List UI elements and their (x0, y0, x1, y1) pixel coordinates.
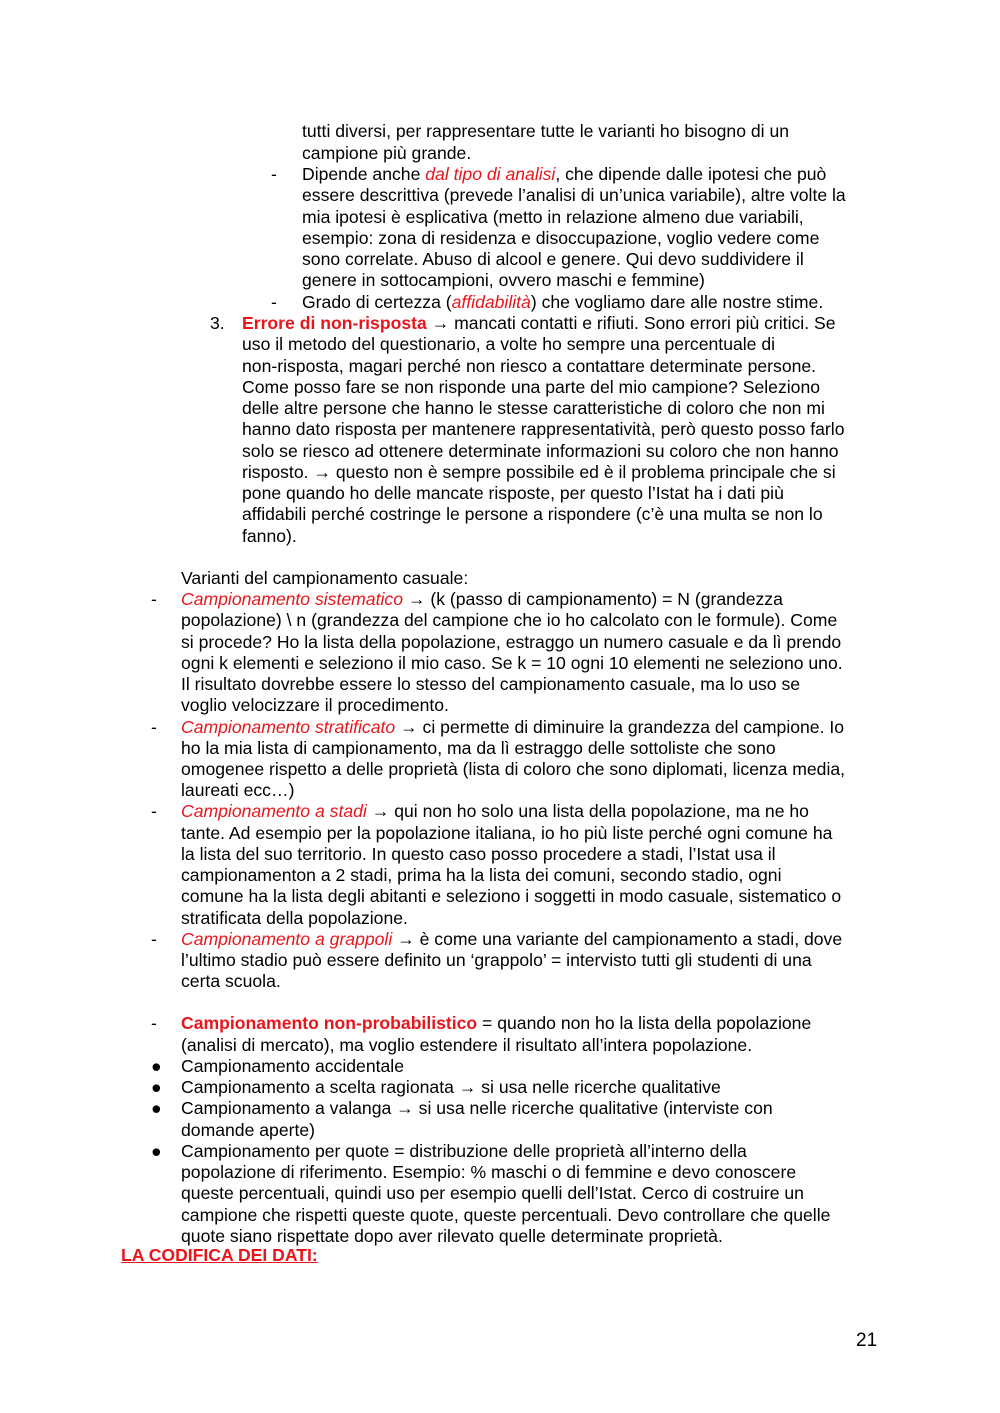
text-line (181, 717, 844, 738)
dot-bullet: ● (151, 1141, 162, 1161)
text-line: genere in sottocampioni, ovvero maschi e femmine) (302, 270, 705, 290)
dash-bullet: - (271, 164, 277, 184)
text-line (181, 929, 842, 950)
text-line: non-risposta, magari perché non riesco a contattare determinate persone. (242, 356, 817, 376)
text-line: Campionamento a scelta ragionata → si usa nelle ricerche qualitative (181, 1077, 721, 1097)
dot-bullet: ● (151, 1056, 162, 1076)
text-span: ) che vogliamo dare alle nostre stime. (530, 292, 824, 312)
highlight-term: Campionamento sistematico (181, 589, 403, 609)
text-line: essere descrittiva (prevede l’analisi di un’unica variabile), altre volte la (302, 185, 846, 205)
text-line (181, 589, 783, 610)
highlight-term: dal tipo di analisi (425, 164, 556, 184)
text-span: → qui non ho solo una lista della popolazione, ma ne ho (366, 801, 809, 821)
list-number: 3. (210, 313, 225, 333)
text-line: laureati ecc…) (181, 780, 295, 800)
text-line: campione più grande. (302, 143, 472, 163)
text-line: Campionamento accidentale (181, 1056, 404, 1076)
text-line: solo se riesco ad ottenere determinate informazioni su coloro che non hanno (242, 441, 839, 461)
section-heading: LA CODIFICA DEI DATI: (121, 1245, 318, 1265)
dash-bullet: - (151, 1013, 157, 1033)
text-line: voglio velocizzare il procedimento. (181, 695, 449, 715)
text-line: pone quando ho delle mancate risposte, per questo l’Istat ha i dati più (242, 483, 784, 503)
text-line: risposto. → questo non è sempre possibile ed è il problema principale che si (242, 462, 836, 482)
text-line: fanno). (242, 526, 297, 546)
text-line: certa scuola. (181, 971, 281, 991)
text-line: Come posso fare se non risponde una parte del mio campione? Seleziono (242, 377, 821, 397)
page-number: 21 (856, 1330, 878, 1351)
text-line: tutti diversi, per rappresentare tutte le varianti ho bisogno di un (302, 121, 790, 141)
text-line (181, 1013, 811, 1034)
text-line: campionamenton a 2 stadi, prima ha la lista dei comuni, secondo stadio, ogni (181, 865, 782, 885)
text-line: hanno dato risposta per mantenere rappresentatività, però questo posso farlo (242, 419, 845, 439)
text-line: campione che rispetti queste quote, queste percentuali. Devo controllare che quelle (181, 1205, 831, 1225)
paragraph-intro: Varianti del campionamento casuale: (181, 568, 469, 588)
text-line (242, 313, 836, 334)
text-line: popolazione di riferimento. Esempio: % maschi o di femmine e devo conoscere (181, 1162, 797, 1182)
text-line: si procede? Ho la lista della popolazione, estraggo un numero casuale e da lì prendo (181, 632, 842, 652)
text-line: esempio: zona di residenza e disoccupazione, voglio vedere come (302, 228, 820, 248)
text-line: mia ipotesi è esplicativa (metto in relazione almeno due variabili, (302, 207, 804, 227)
text-line: delle altre persone che hanno le stesse caratteristiche di coloro che non mi (242, 398, 825, 418)
text-line: la lista del suo territorio. In questo caso posso procedere a stadi, l’Istat usa il (181, 844, 776, 864)
text-line: tante. Ad esempio per la popolazione italiana, io ho più liste perché ogni comune ha (181, 823, 833, 843)
text-line: omogenee rispetto a delle proprietà (lista di coloro che sono diplomati, licenza media, (181, 759, 846, 779)
text-span: , che dipende dalle ipotesi che può (555, 164, 827, 184)
text-line: affidabili perché costringe le persone a rispondere (c’è una multa se non lo (242, 504, 823, 524)
text-line: comune ha la lista degli abitanti e seleziono i soggetti in modo casuale, sistematico o (181, 886, 842, 906)
text-line: ogni k elementi e seleziono il mio caso. Se k = 10 ogni 10 elementi ne seleziono uno. (181, 653, 843, 673)
text-line (302, 292, 823, 313)
text-line: popolazione) \ n (grandezza del campione che io ho calcolato con le formule). Come (181, 610, 838, 630)
text-span: → (k (passo di campionamento) = N (grandezza (402, 589, 783, 609)
dash-bullet: - (151, 929, 157, 949)
text-line: (analisi di mercato), ma voglio estendere il risultato all’intera popolazione. (181, 1035, 753, 1055)
highlight-term: affidabilità (451, 292, 531, 312)
text-span: Grado di certezza ( (302, 292, 452, 312)
dot-bullet: ● (151, 1077, 162, 1097)
text-line: queste percentuali, quindi uso per esempio quelli dell’Istat. Cerco di costruire un (181, 1183, 804, 1203)
dash-bullet: - (151, 801, 157, 821)
text-line: quote siano rispettate dopo aver rilevato quelle determinate proprietà. (181, 1226, 723, 1246)
dash-bullet: - (151, 717, 157, 737)
dot-bullet: ● (151, 1098, 162, 1118)
text-line (302, 164, 826, 185)
text-line: Campionamento per quote = distribuzione delle proprietà all’interno della (181, 1141, 747, 1161)
section-term: Campionamento non-probabilistico (181, 1013, 478, 1033)
text-span: Dipende anche (302, 164, 426, 184)
text-line: domande aperte) (181, 1120, 315, 1140)
highlight-term: Campionamento a stadi (181, 801, 367, 821)
dash-bullet: - (271, 292, 277, 312)
text-line: ho la mia lista di campionamento, ma da lì estraggo delle sottoliste che sono (181, 738, 776, 758)
text-line: Campionamento a valanga → si usa nelle ricerche qualitative (interviste con (181, 1098, 773, 1118)
text-line: sono correlate. Abuso di alcool e genere. Qui devo suddividere il (302, 249, 804, 269)
text-line (181, 801, 809, 822)
text-span: → è come una variante del campionamento a stadi, dove (392, 929, 843, 949)
text-span: → mancati contatti e rifiuti. Sono errori più critici. Se (426, 313, 836, 333)
text-line: stratificata della popolazione. (181, 908, 408, 928)
highlight-term: Campionamento stratificato (181, 717, 396, 737)
highlight-term: Campionamento a grappoli (181, 929, 393, 949)
text-span: → ci permette di diminuire la grandezza del campione. Io (395, 717, 845, 737)
dash-bullet: - (151, 589, 157, 609)
section-term: Errore di non-risposta (242, 313, 427, 333)
text-line: l’ultimo stadio può essere definito un ‘grappolo’ = intervisto tutti gli studenti di una (181, 950, 812, 970)
text-line: uso il metodo del questionario, a volte ho sempre una percentuale di (242, 334, 776, 354)
text-span: = quando non ho la lista della popolazione (477, 1013, 812, 1033)
text-line: Il risultato dovrebbe essere lo stesso del campionamento casuale, ma lo uso se (181, 674, 801, 694)
